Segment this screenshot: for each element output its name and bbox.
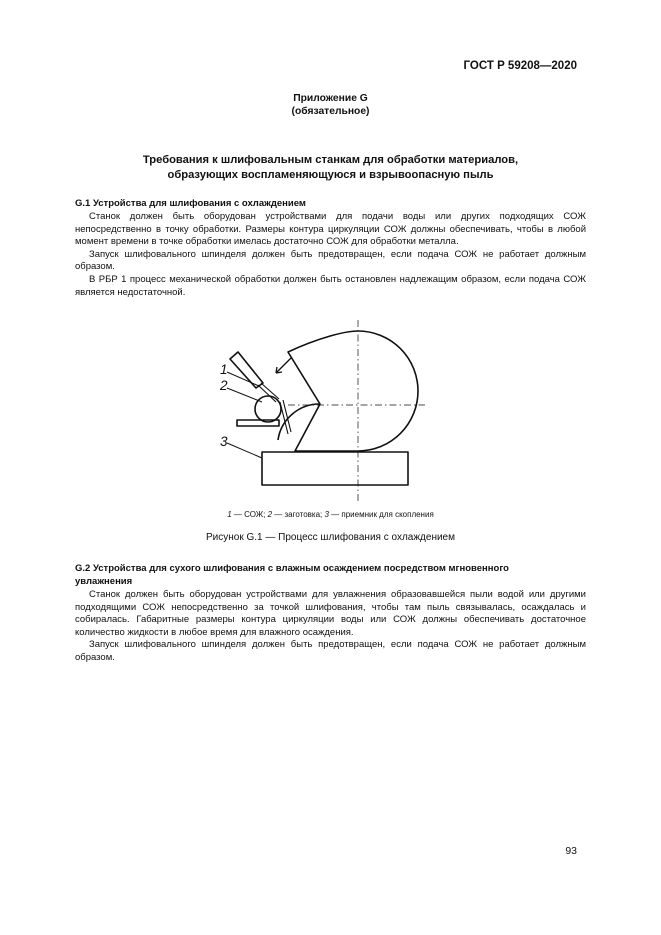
coolant-nozzle (230, 352, 263, 388)
workpiece (255, 396, 281, 422)
page-number: 93 (565, 845, 577, 857)
legend-text-2: — заготовка; (272, 510, 325, 519)
collecting-receiver (262, 452, 408, 485)
document-id: ГОСТ Р 59208—2020 (463, 60, 577, 72)
paragraph: Запуск шлифовального шпинделя должен быть предотвращен, если подача СОЖ не работает должным образом. (75, 639, 586, 663)
annex-title: Приложение G (293, 93, 368, 104)
legend-number-1: 1 (227, 510, 232, 519)
paragraph: Запуск шлифовального шпинделя должен быть предотвращен, если подача СОЖ не работает должным образом. (75, 248, 586, 273)
section-g2-heading-line-1: G.2 Устройства для сухого шлифования с влажным осаждением посредством мгновенного (75, 563, 509, 574)
section-g2-heading (75, 563, 586, 588)
callout-1: 1 (220, 362, 228, 377)
grinding-wheel (278, 404, 320, 440)
callout-3: 3 (220, 434, 228, 449)
legend-text-1: — СОЖ; (231, 510, 268, 519)
main-title-line-2: образующих воспламеняющуюся и взрывоопасную пыль (167, 168, 494, 181)
callout-2: 2 (220, 378, 228, 393)
paragraph: Станок должен быть оборудован устройствами для увлажнения образовавшейся пыли водой или другими подходящими СОЖ непосредственно за точкой шлифования, чтобы там пыль связывалась, осаждалась и собиралась. Габаритные размеры контура циркуляции воды или СОЖ должны обеспечивать достаточное количество жидкости в любое время для влажного осаждения. (75, 589, 586, 638)
wheel-guard (288, 331, 418, 451)
legend-number-3: 3 (324, 510, 329, 519)
main-title-line-1: Требования к шлифовальным станкам для обработки материалов, (142, 154, 519, 166)
figure-caption: Рисунок G.1 — Процесс шлифования с охлаждением (206, 532, 455, 543)
section-g2-heading-line-2: увлажнения (75, 575, 133, 587)
paragraph: Станок должен быть оборудован устройствами для подачи воды или других подходящих СОЖ непосредственно в точку обработки. Размеры контура циркуляции СОЖ должны обеспечивать, чтобы в любой момент времени в точке обработки имелась достаточно СОЖ для обработки металла. (75, 211, 586, 248)
legend-number-2: 2 (267, 510, 273, 519)
section-g2-body (75, 589, 586, 665)
section-g1-heading: G.1 Устройства для шлифования с охлаждением (75, 198, 306, 209)
annex-status: (обязательное) (291, 106, 370, 117)
rotation-arrow (276, 358, 291, 373)
legend-text-3: — приемник для скопления (328, 510, 434, 519)
paragraph: В РБР 1 процесс механической обработки должен быть остановлен надлежащим образом, если подача СОЖ является недостаточной. (75, 273, 586, 298)
figure-legend (0, 510, 661, 519)
